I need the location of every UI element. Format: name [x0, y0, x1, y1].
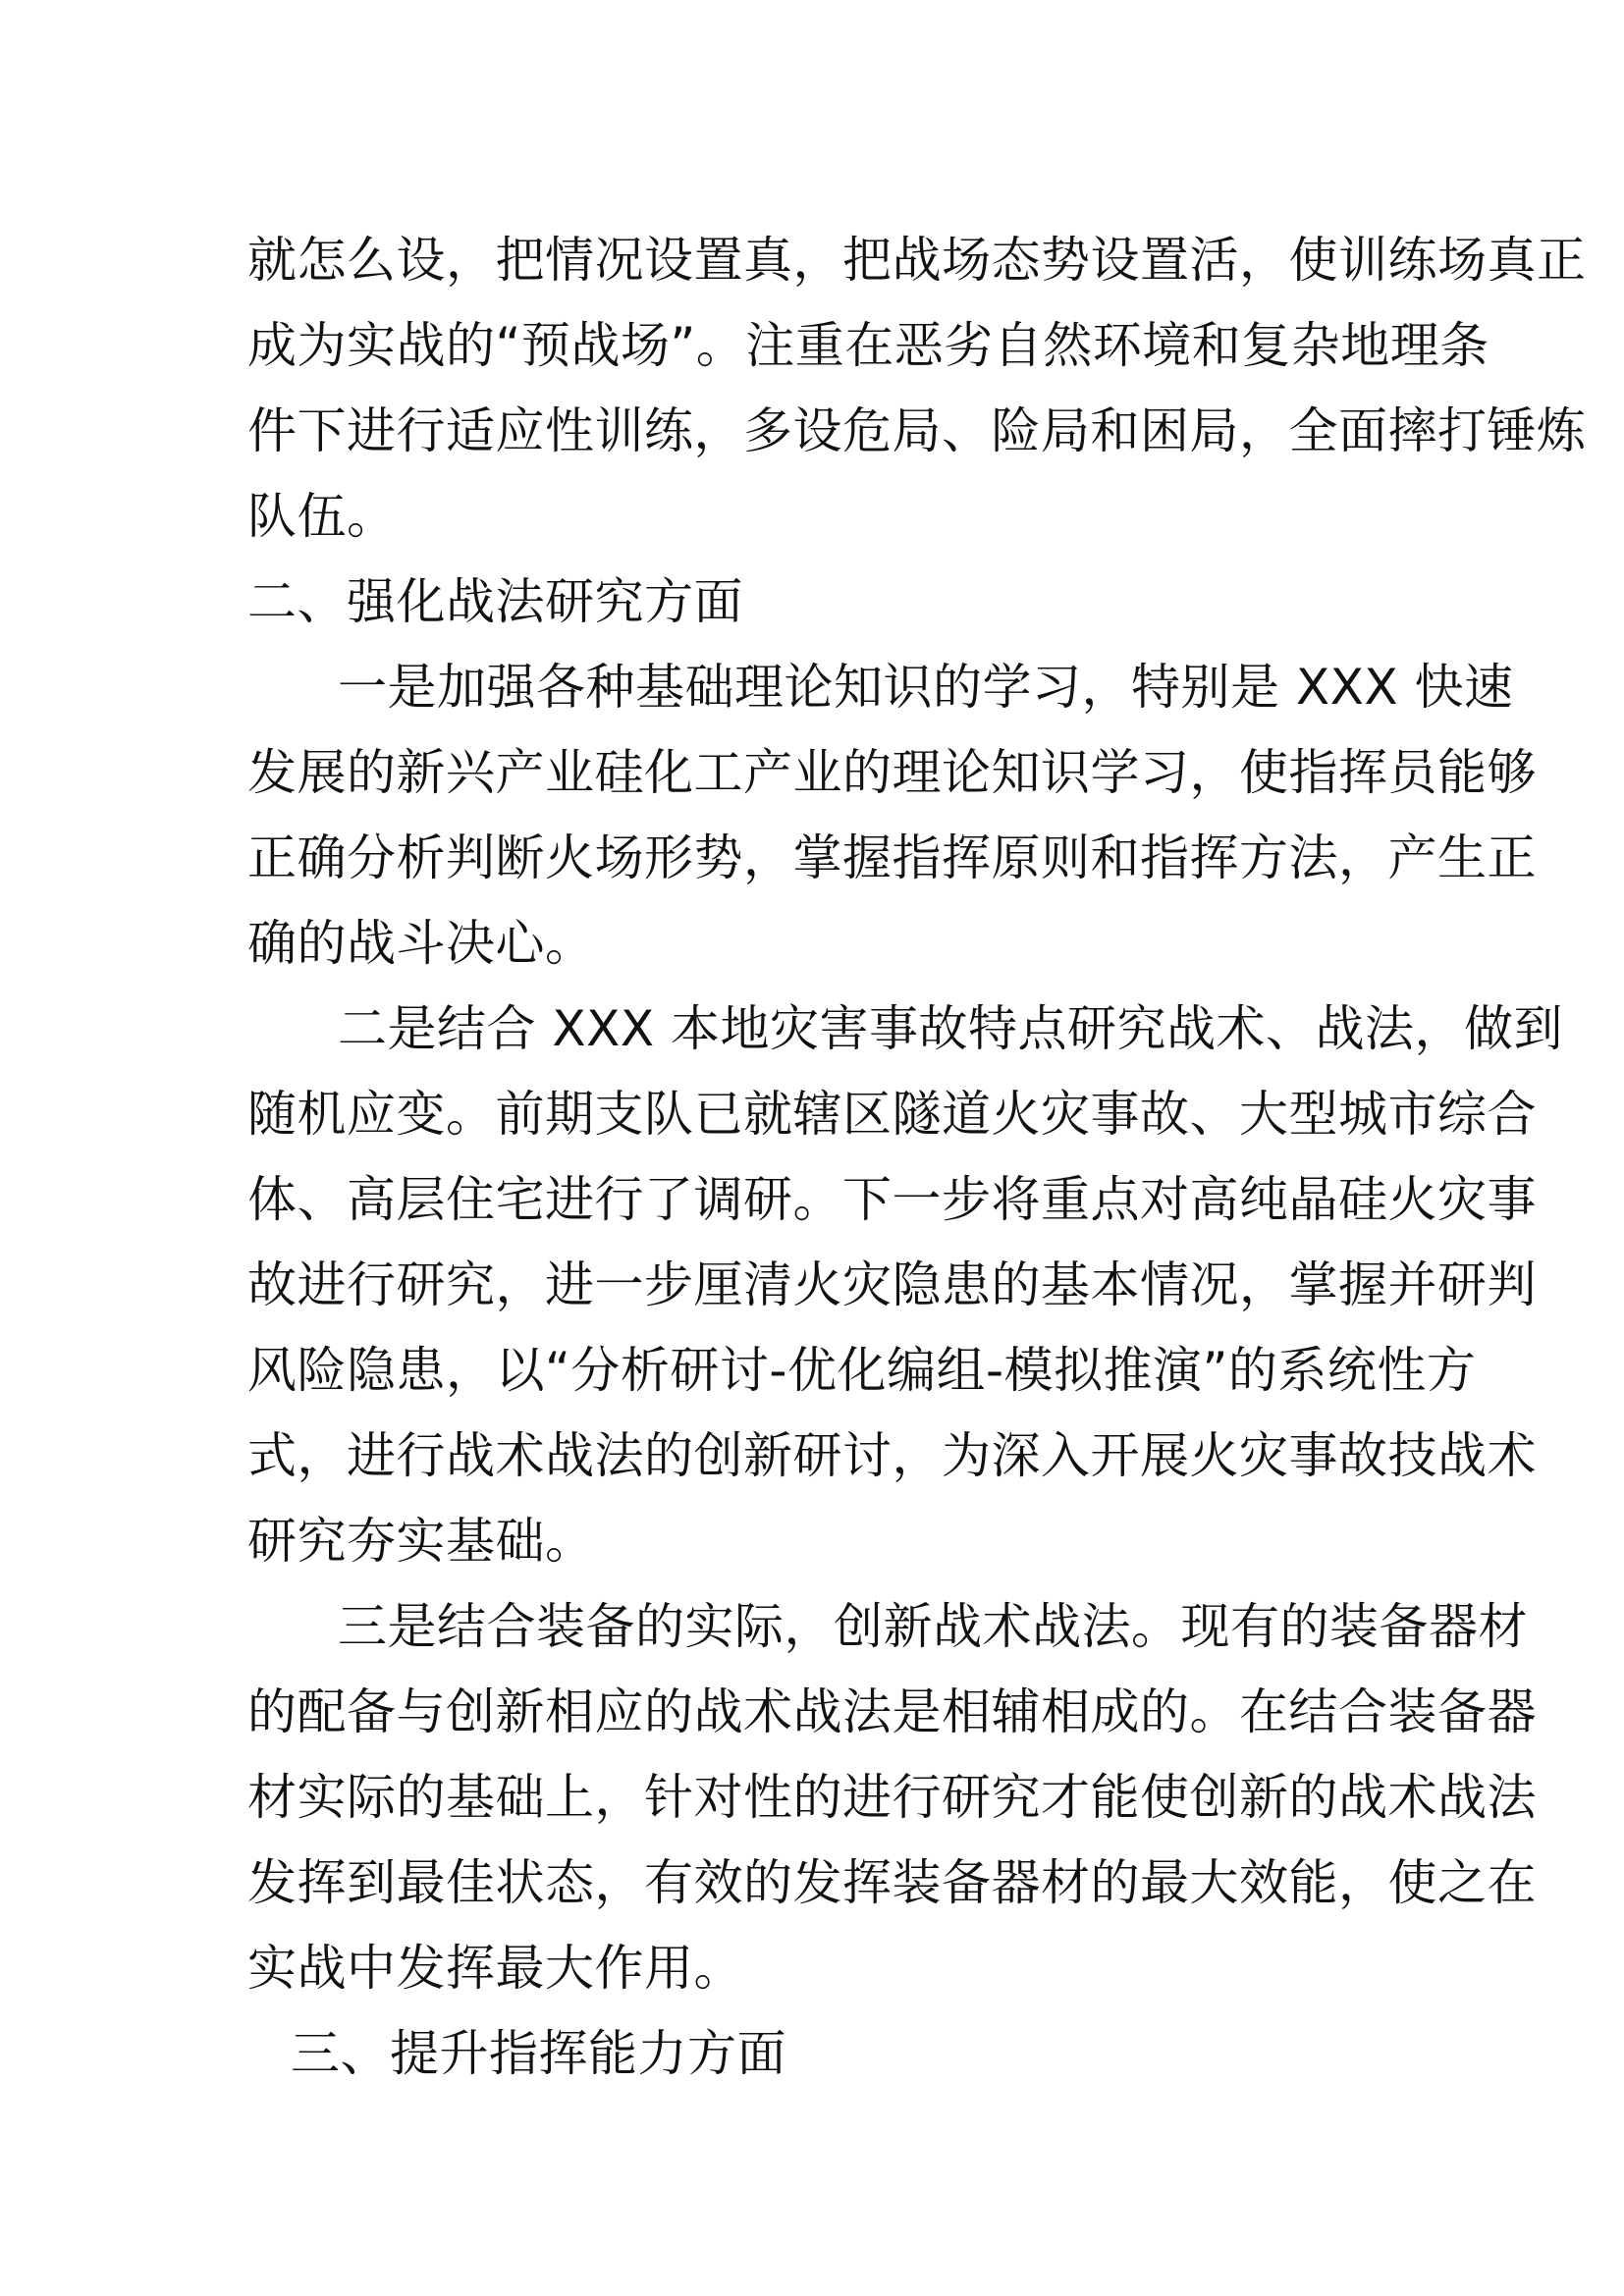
text-line: 正确分析判断火场形势，掌握指挥原则和指挥方法，产生正 — [247, 829, 1537, 886]
section-heading: 三、提升指挥能力方面 — [291, 2025, 786, 2082]
text-line: 就怎么设，把情况设置真，把战场态势设置活，使训练场真正 — [247, 232, 1587, 289]
text-line: 材实际的基础上，针对性的进行研究才能使创新的战术战法 — [247, 1769, 1537, 1826]
text-line: 件下进行适应性训练，多设危局、险局和困局，全面摔打锤炼 — [247, 402, 1587, 459]
text-line: 故进行研究，进一步厘清火灾隐患的基本情况，掌握并研判 — [247, 1256, 1537, 1313]
text-line: 的配备与创新相应的战术战法是相辅相成的。在结合装备器 — [247, 1683, 1537, 1740]
text-line: 随机应变。前期支队已就辖区隧道火灾事故、大型城市综合 — [247, 1086, 1537, 1143]
text-line: 发展的新兴产业硅化工产业的理论知识学习，使指挥员能够 — [247, 744, 1537, 801]
text-line: 研究夯实基础。 — [247, 1513, 595, 1570]
text-line: 风险隐患，以“分析研讨-优化编组-模拟推演”的系统性方 — [247, 1342, 1477, 1399]
text-line: 成为实战的“预战场”。注重在恶劣自然环境和复杂地理条 — [247, 317, 1489, 374]
text-line: 队伍。 — [247, 488, 397, 545]
text-line: 体、高层住宅进行了调研。下一步将重点对高纯晶硅火灾事 — [247, 1171, 1537, 1228]
text-line: 一是加强各种基础理论知识的学习，特别是 XXX 快速 — [338, 659, 1514, 716]
body-text — [247, 218, 1587, 2097]
text-line: 确的战斗决心。 — [247, 915, 595, 972]
text-line: 实战中发挥最大作用。 — [247, 1940, 743, 1997]
text-line: 式，进行战术战法的创新研讨，为深入开展火灾事故技战术 — [247, 1427, 1537, 1484]
section-heading: 二、强化战法研究方面 — [247, 573, 743, 630]
text-line: 二是结合 XXX 本地灾害事故特点研究战术、战法，做到 — [338, 1000, 1564, 1057]
text-line: 发挥到最佳状态，有效的发挥装备器材的最大效能，使之在 — [247, 1854, 1537, 1911]
text-line: 三是结合装备的实际，创新战术战法。现有的装备器材 — [338, 1598, 1528, 1655]
